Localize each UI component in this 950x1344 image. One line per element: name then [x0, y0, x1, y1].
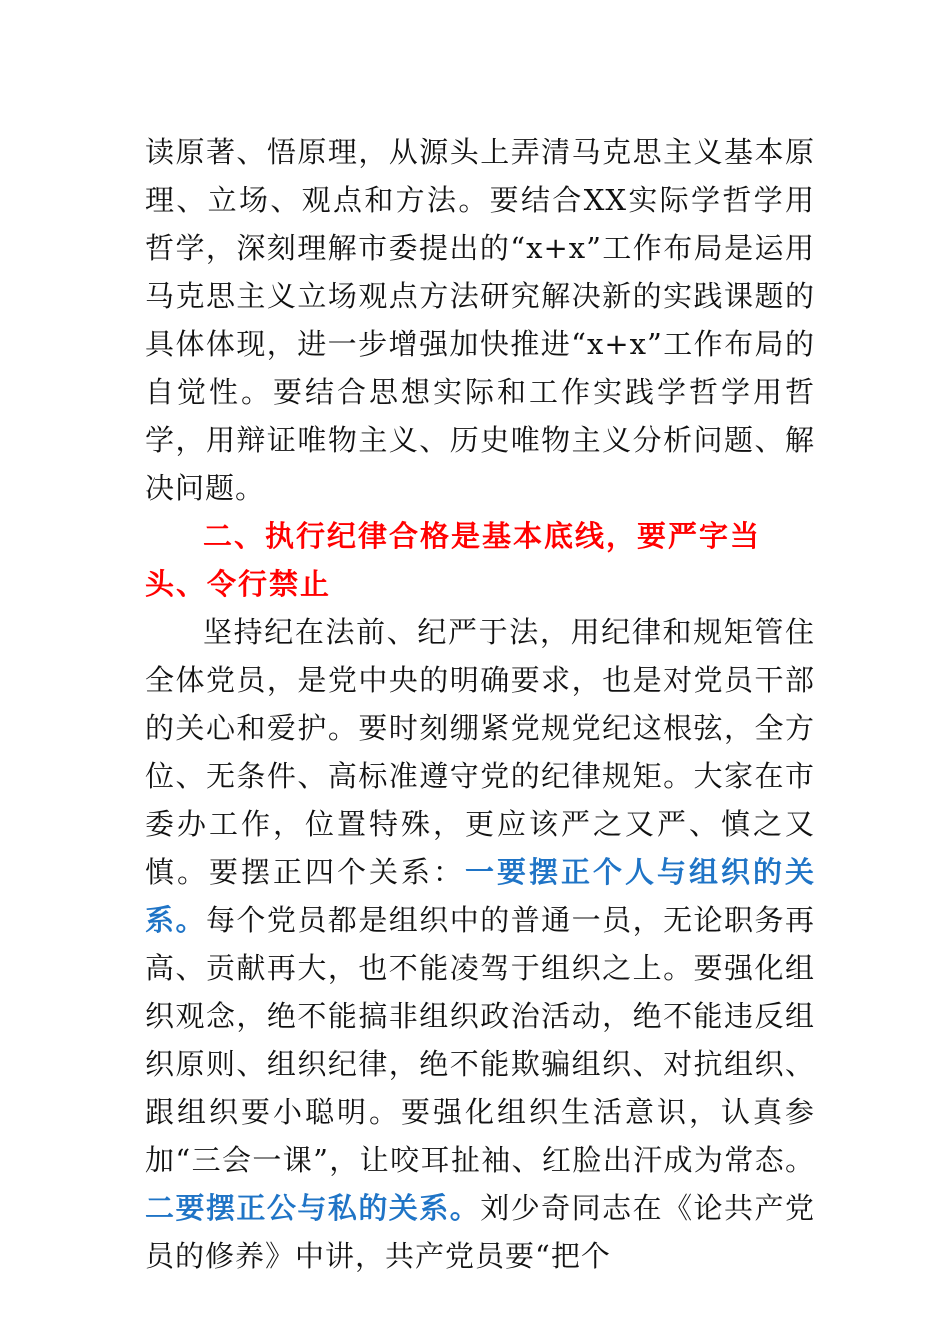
paragraph-2 — [145, 608, 815, 1280]
section-heading-2: 二、执行纪律合格是基本底线，要严字当头、令行禁止 — [145, 519, 762, 601]
document-body — [145, 128, 815, 1280]
paragraph-continuation — [145, 128, 815, 512]
paragraph-2-text-part3: 刘少奇同志在《论共产党员的修养》中讲，共产党员要“把个 — [145, 1191, 815, 1273]
paragraph-2-text-part1: 坚持纪在法前、纪严于法，用纪律和规矩管住全体党员，是党中央的明确要求，也是对党员干部的关心和爱护。要时刻绷紧党规党纪这根弦，全方位、无条件、高标准遵守党的纪律规矩。大家在市委办工作，位置特殊，更应该严之又严、慎之又慎。要摆正四个关系： — [145, 615, 815, 889]
paragraph-2-text-part2: 每个党员都是组织中的普通一员，无论职务再高、贡献再大，也不能凌驾于组织之上。要强化组织观念，绝不能搞非组织政治活动，绝不能违反组织原则、组织纪律，绝不能欺骗组织、对抗组织、跟组织要小聪明。要强化组织生活意识，认真参加“三会一课”，让咬耳扯袖、红脸出汗成为常态。 — [145, 903, 815, 1177]
highlight-point-2: 二要摆正公与私的关系。 — [145, 1191, 481, 1225]
highlight-point-1: 一要摆正个人与组织的关系。 — [145, 855, 815, 937]
paragraph-1-text: 读原著、悟原理，从源头上弄清马克思主义基本原理、立场、观点和方法。要结合XX实际学哲学用哲学，深刻理解市委提出的“x+x”工作布局是运用马克思主义立场观点方法研究解决新的实践课题的具体体现，进一步增强加快推进“x+x”工作布局的自觉性。要结合思想实际和工作实践学哲学用哲学，用辩证唯物主义、历史唯物主义分析问题、解决问题。 — [145, 135, 815, 505]
